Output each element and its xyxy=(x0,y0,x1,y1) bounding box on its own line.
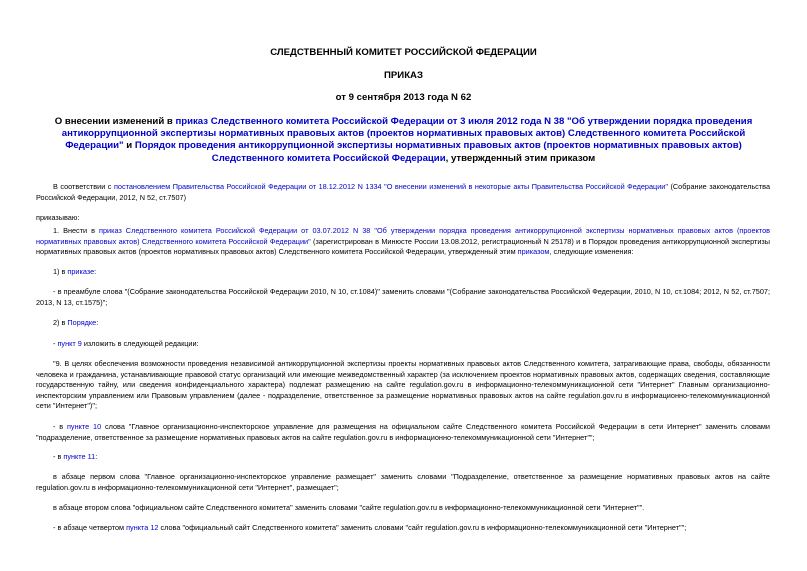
paragraph-second-subparagraph: в абзаце втором слова "официальном сайте Следственного комитета" заменить словами "сайте regulation.gov.ru в информационно-телекоммуникационной сети "Интернет"". xyxy=(53,503,645,512)
paragraph-order-word: приказываю: xyxy=(36,213,80,222)
sub1-prefix: 1) в xyxy=(53,267,68,276)
title-link-order[interactable]: приказ Следственного комитета Российской Федерации от 3 июля 2012 года N 38 "Об утверждении порядка проведения антикоррупционной экспертизы нормативных правовых актов (проектов нормативных правовых актов) Следственного комитета Российской Федерации" xyxy=(61,116,753,152)
point11-prefix: - в xyxy=(53,452,64,461)
title-link-procedure[interactable]: Порядок проведения антикоррупционной экспертизы нормативных правовых актов (проектов нормативных правовых актов) Следственного комитета Российской Федерации xyxy=(134,140,742,164)
link-point-11[interactable]: пункте 11 xyxy=(63,452,96,461)
point10-suffix: слова "Главное организационно-инспекторское управление для размещения на официальном сайте Следственного комитета Российской Федерации в сети Интернет" заменить словами "подразделение, ответственное за размещение нормативных правовых актов на сайте regulation.gov.ru в информационно-телекоммуникационной сети "Интернет""; xyxy=(36,422,770,442)
point12-suffix: слова "официальный сайт Следственного комитета" заменить словами "сайт regulation.gov.ru в информационно-телекоммуникационной сети "Интернет""; xyxy=(158,523,687,532)
item1-suffix: , следующие изменения: xyxy=(549,247,634,257)
title-suffix: , утвержденный этим приказом xyxy=(445,152,596,164)
paragraph-sub-1 xyxy=(36,267,770,278)
sub2-suffix: : xyxy=(96,318,99,327)
org-name: СЛЕДСТВЕННЫЙ КОМИТЕТ РОССИЙСКОЙ ФЕДЕРАЦИИ xyxy=(270,47,537,58)
paragraph-preamble-change: - в преамбуле слова "(Собрание законодательства Российской Федерации 2010, N 10, ст.1084)" заменить словами "(Собрание законодательства Российской Федерации, 2010, N 10, ст.1084; 2012, N 52, ст.7507; 2013, N 13, ст.1575)"; xyxy=(36,287,770,307)
sub2-prefix: 2) в xyxy=(53,318,68,327)
doc-date: от 9 сентября 2013 года N 62 xyxy=(335,92,472,103)
paragraph-item-1 xyxy=(36,226,770,258)
point10-prefix: - в xyxy=(53,422,67,431)
point11-suffix: : xyxy=(95,452,98,461)
link-point-10[interactable]: пункте 10 xyxy=(66,422,102,431)
sub1-suffix: : xyxy=(94,267,97,276)
point12-prefix: - в абзаце четвертом xyxy=(53,523,127,532)
doc-type: ПРИКАЗ xyxy=(384,70,423,81)
link-order-38[interactable]: приказ Следственного комитета Российской Федерации от 03.07.2012 N 38 "Об утверждении порядка проведения антикоррупционной экспертизы нормативных правовых актов (проектов нормативных правовых актов) Следственного комитета Российской Федерации" xyxy=(36,226,770,246)
link-order-in[interactable]: приказе xyxy=(67,267,95,276)
title-prefix: О внесении изменений в xyxy=(54,116,176,127)
point9-prefix: - xyxy=(53,339,58,348)
paragraph-point-10 xyxy=(36,422,770,443)
item1-middle: (зарегистрирован в Минюсте России 13.08.2012, регистрационный N 25178) и в Порядок проведения антикоррупционной экспертизы нормативных правовых актов (проектов нормативных правовых актов) Следственного комитета Российской Федерации, утвержденный этим xyxy=(36,236,770,257)
point9-suffix: изложить в следующей редакции: xyxy=(81,339,199,348)
link-point-9[interactable]: пункт 9 xyxy=(57,339,82,348)
title-and: и xyxy=(123,140,135,152)
paragraph-point-12 xyxy=(36,523,770,534)
link-government-decree[interactable]: постановлением Правительства Российской Федерации от 18.12.2012 N 1334 "О внесении изменений в некоторые акты Правительства Российской Федерации" xyxy=(113,182,668,191)
link-point-12[interactable]: пункта 12 xyxy=(126,523,159,532)
paragraph-point-11 xyxy=(36,452,770,463)
paragraph-first-subparagraph: в абзаце первом слова "Главное организационно-инспекторское управление размещает" заменить словами "Подразделение, ответственное за размещение нормативных правовых актов на сайте regulation.gov.ru в информационно-телекоммуникационной сети "Интернет", размещает"; xyxy=(36,472,770,492)
preamble-prefix: В соответствии с xyxy=(53,182,114,191)
paragraph-point-9-text: "9. В целях обеспечения возможности проведения независимой антикоррупционной экспертизы проекты нормативных правовых актов Следственного комитета, затрагивающие права, свободы, обязанности человека и гражданина, устанавливающие правовой статус организаций или имеющие межведомственный характер (за исключением проектов нормативных правовых актов, содержащих сведения, составляющие государственную тайну, или сведения конфиденциального характера) подлежат размещению на сайте regulation.gov.ru в информационно-телекоммуникационной сети "Интернет" Главным организационно-инспекторским управлением или Правовым управлением (далее - подразделение, ответственное за размещение нормативных правовых актов на сайте regulation.gov.ru в информационно-телекоммуникационной сети "Интернет")"; xyxy=(36,359,770,411)
doc-title xyxy=(36,116,771,165)
paragraph-point-9 xyxy=(36,339,770,350)
paragraph-sub-2 xyxy=(36,318,770,329)
link-procedure-in[interactable]: Порядке xyxy=(67,318,97,327)
preamble-suffix: (Собрание законодательства Российской Федерации, 2012, N 52, ст.7507) xyxy=(36,182,771,202)
item1-prefix: 1. Внести в xyxy=(53,226,100,235)
link-order-short[interactable]: приказом xyxy=(517,247,550,257)
paragraph-preamble xyxy=(36,182,770,203)
